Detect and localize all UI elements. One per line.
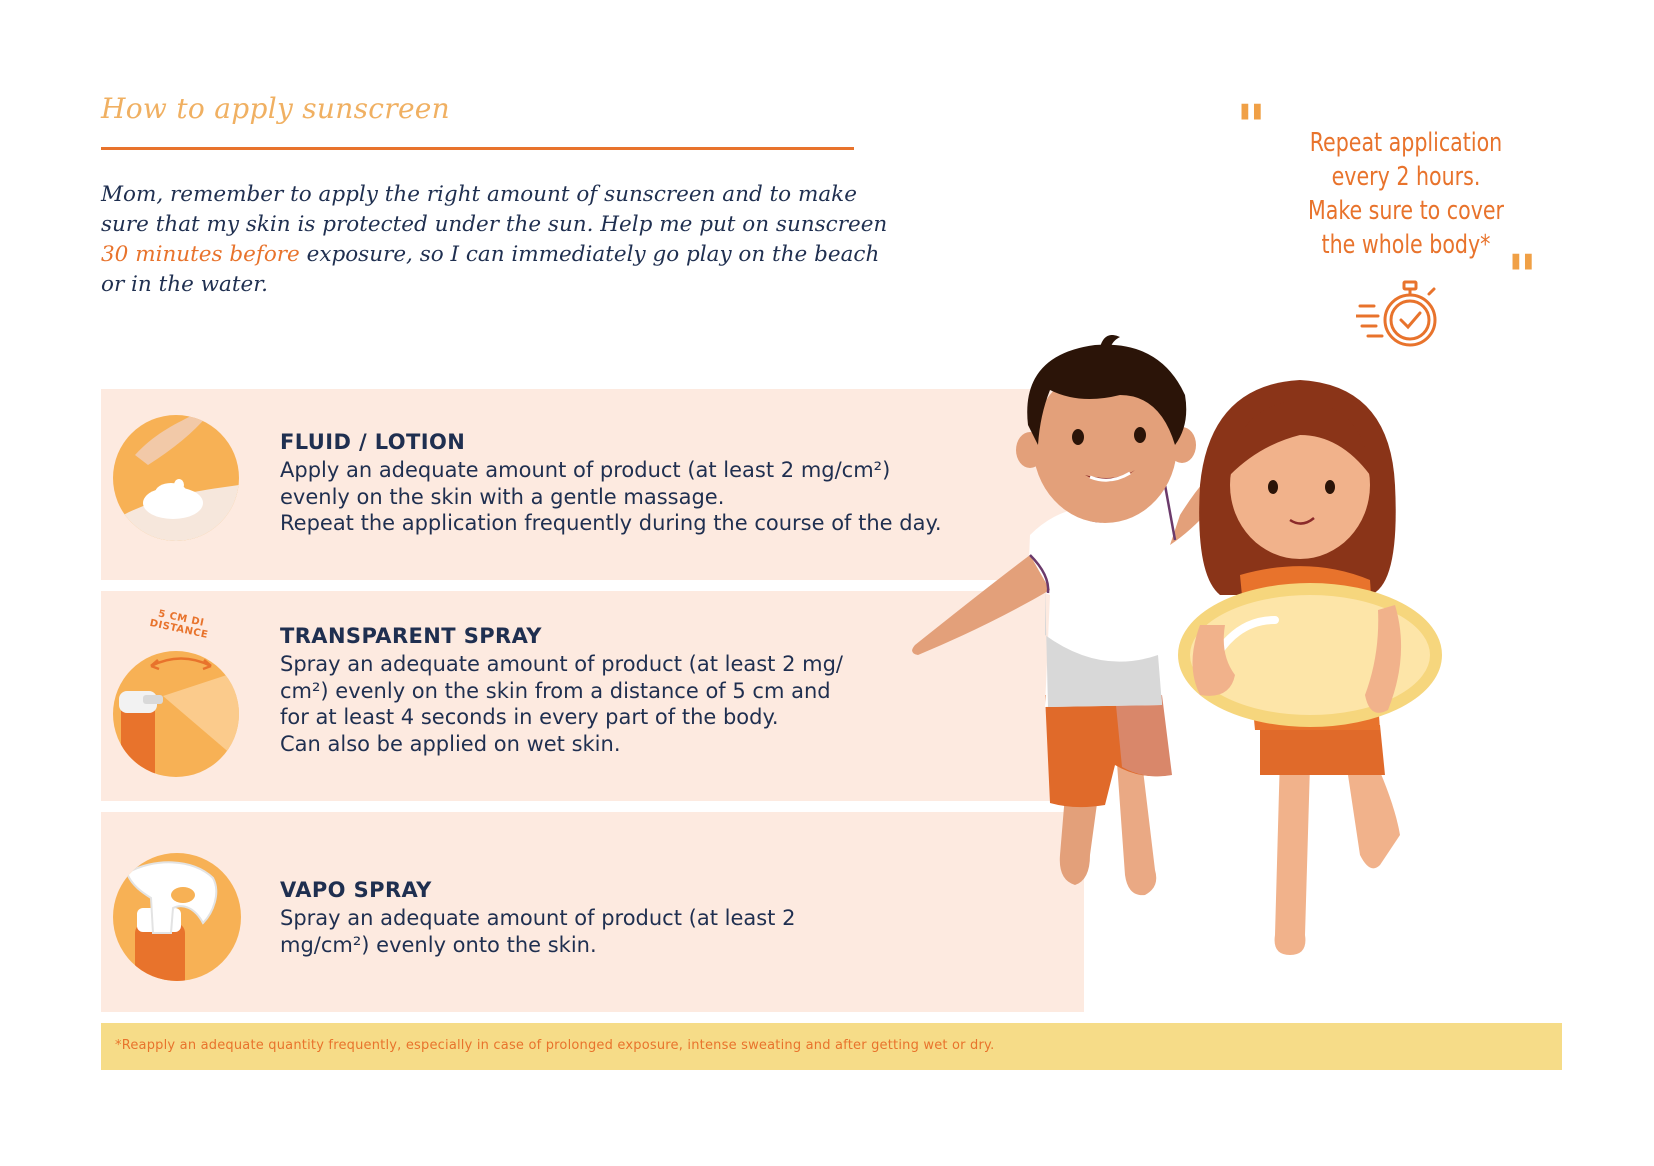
transparent-spray-body — [280, 651, 843, 757]
vapo-spray-body — [280, 905, 795, 958]
intro-text-start: Mom, remember to apply the right amount of sunscreen and to make sure that my skin is protected under the sun. Help me put on sunscreen — [101, 182, 888, 237]
body-line: Apply an adequate amount of product (at least 2 mg/cm²) — [280, 458, 891, 482]
quote-text — [1300, 126, 1511, 262]
quote-line-1: Repeat application — [1309, 128, 1503, 158]
transparent-spray-heading: TRANSPARENT SPRAY — [280, 624, 542, 648]
body-line: Can also be applied on wet skin. — [280, 731, 621, 756]
body-line: Spray an adequate amount of product (at least 2 mg/ — [280, 652, 843, 676]
intro-highlight: 30 minutes before — [101, 242, 300, 267]
lotion-drop-icon — [113, 415, 239, 541]
body-line: cm²) evenly on the skin from a distance of 5 cm and — [280, 678, 831, 703]
vapo-spray-heading: VAPO SPRAY — [280, 878, 432, 902]
fluid-lotion-body — [280, 457, 942, 537]
body-line: mg/cm²) evenly onto the skin. — [280, 932, 597, 957]
open-quote-mark: " — [1236, 92, 1267, 160]
footnote-bar — [101, 1023, 1562, 1070]
trigger-spray-bottle-icon — [113, 853, 241, 981]
girl-illustration — [1182, 380, 1438, 955]
footnote-text: *Reapply an adequate quantity frequently, especially in case of prolonged exposure, intense sweating and after getting wet or dry. — [115, 1038, 995, 1053]
body-line: Repeat the application frequently during the course of the day. — [280, 511, 942, 535]
title-divider — [101, 147, 854, 150]
close-quote-mark: " — [1507, 242, 1538, 310]
boy-illustration — [912, 335, 1234, 895]
distance-label: 5 CM DI DISTANCE — [148, 608, 210, 641]
body-line: Spray an adequate amount of product (at least 2 — [280, 906, 796, 930]
quote-line-2: every 2 hours. — [1331, 162, 1481, 192]
quote-line-4: the whole body* — [1321, 230, 1491, 260]
body-line: evenly on the skin with a gentle massage. — [280, 484, 725, 509]
page-title: How to apply sunscreen — [101, 92, 451, 125]
intro-paragraph — [101, 180, 891, 300]
body-line: for at least 4 seconds in every part of the body. — [280, 705, 779, 729]
quote-line-3: Make sure to cover — [1307, 196, 1505, 226]
fluid-lotion-heading: FLUID / LOTION — [280, 430, 466, 454]
intro-text-end: exposure, so I can immediately go play on the beach or in the water. — [101, 242, 880, 297]
children-illustration — [900, 335, 1540, 1015]
